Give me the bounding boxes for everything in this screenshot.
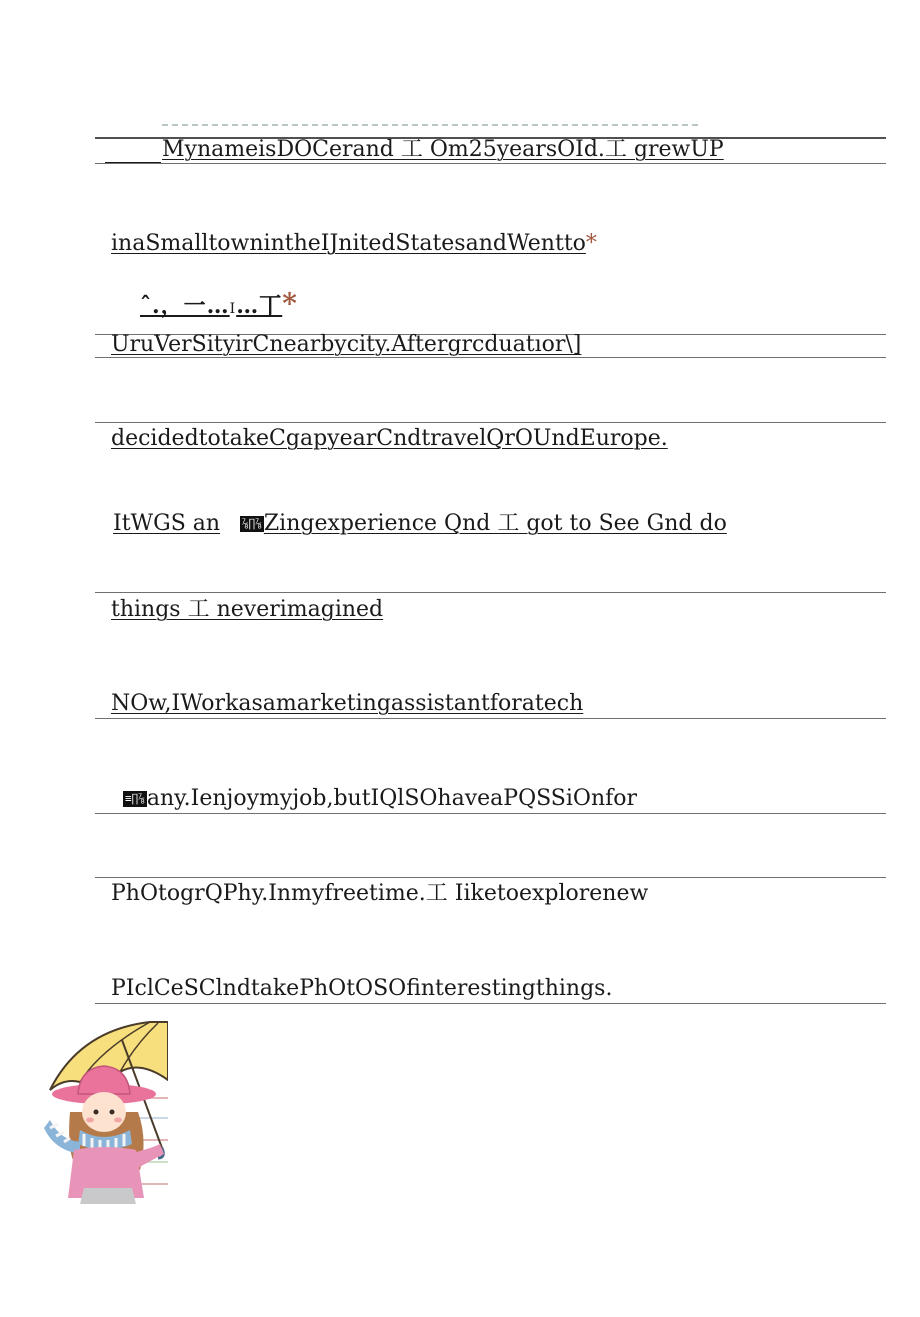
ruled-line xyxy=(95,718,886,719)
dashed-separator xyxy=(162,124,698,126)
ruled-line xyxy=(95,422,886,423)
text-line-8 xyxy=(123,786,637,812)
scribble-subscript: I xyxy=(229,301,237,317)
ruled-line xyxy=(95,813,886,814)
scribbled-annotation xyxy=(140,287,298,323)
text-line-2-content: inaSmalltownintheIJnitedStatesandWentto xyxy=(111,231,586,256)
text-line-3: UruVerSityirCnearbycity.Aftergrcduatıor\] xyxy=(111,332,582,357)
text-line-5a: ItWGS an xyxy=(113,511,221,536)
text-line-5b-content: Zingexperience Qnd 工 got to See Gnd do xyxy=(263,511,727,536)
asterisk-mark-2: * xyxy=(282,287,298,320)
scribble-text: ˆ.，一… xyxy=(140,293,230,319)
text-line-7: NOw,IWorkasamarketingassistantforatech xyxy=(111,691,584,716)
text-line-8-content: any.Ienjoymyjob,butIQlSOhaveaPQSSiOnfor xyxy=(146,786,638,811)
scribble-tail: …丅 xyxy=(236,293,283,319)
garbled-glyph-box: ⅞∏⅞ xyxy=(242,517,262,530)
text-line-2 xyxy=(111,231,597,257)
girl-with-umbrella-illustration xyxy=(40,1020,168,1204)
garbled-glyph-box-2: ≡∏⅞ xyxy=(125,792,145,805)
text-line-10: PIclCeSClndtakePhOtOSOfinterestingthings. xyxy=(111,976,613,1001)
ruled-line xyxy=(95,592,886,593)
text-line-1: MynameisDOCerand 工 Om25yearsOId.工 grewUP xyxy=(162,137,724,162)
text-line-5b xyxy=(240,511,727,537)
ruled-line xyxy=(95,877,886,878)
ruled-line xyxy=(95,163,886,164)
asterisk-mark: * xyxy=(585,231,597,256)
text-line-6: things 工 neverimagined xyxy=(111,597,384,622)
ruled-line xyxy=(95,1003,886,1004)
text-line-9: PhOtogrQPhy.Inmyfreetime.工 Iiketoexplorenew xyxy=(111,881,649,906)
text-line-4: decidedtotakeCgapyearCndtravelQrOUndEurope. xyxy=(111,426,668,451)
leading-blank-line xyxy=(105,162,161,163)
